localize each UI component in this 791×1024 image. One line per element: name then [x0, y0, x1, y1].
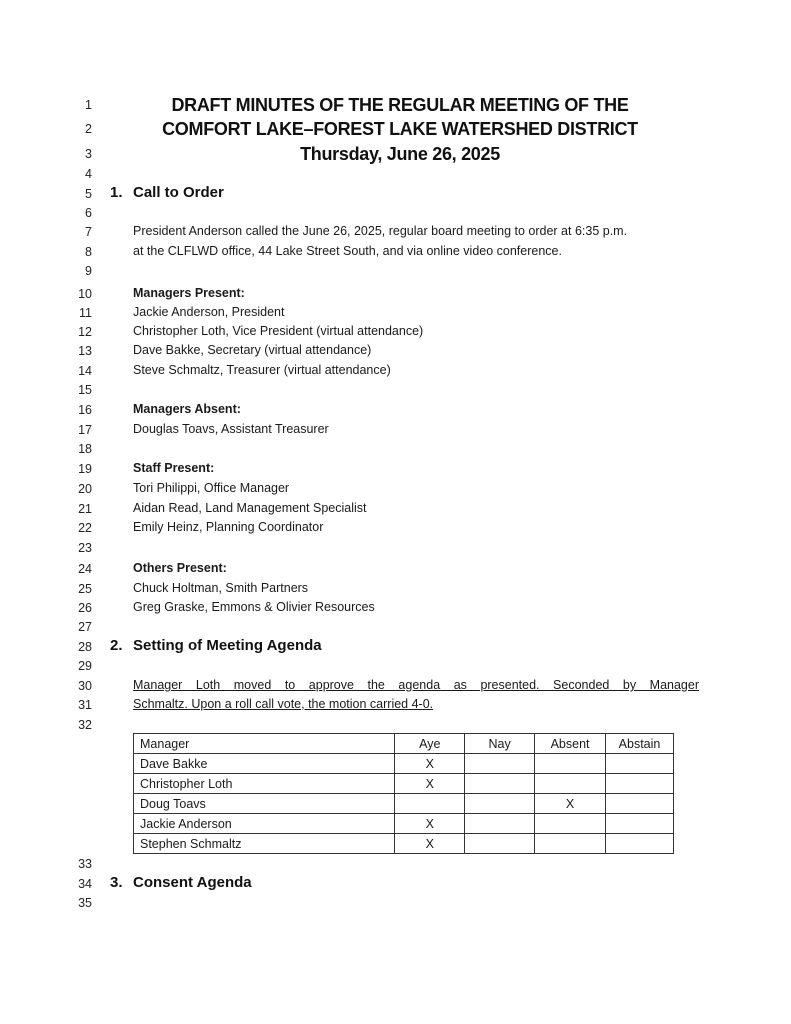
- attendee: Chuck Holtman, Smith Partners: [133, 581, 309, 595]
- vote-absent: [535, 754, 606, 774]
- line-number: 23: [78, 541, 92, 555]
- line-number: 18: [78, 442, 92, 456]
- line-number: 16: [78, 403, 92, 417]
- attendee: Douglas Toavs, Assistant Treasurer: [133, 422, 329, 436]
- line-number: 3: [85, 147, 92, 161]
- vote-aye: X: [395, 834, 465, 854]
- line-number: 17: [78, 423, 92, 437]
- line-number: 19: [78, 462, 92, 476]
- attendee: Dave Bakke, Secretary (virtual attendance): [133, 343, 372, 357]
- line-number: 24: [78, 562, 92, 576]
- line-number: 35: [78, 896, 92, 910]
- attendee: Christopher Loth, Vice President (virtual attendance): [133, 324, 424, 338]
- column-header-manager: Manager: [134, 734, 395, 754]
- attendee: Greg Graske, Emmons & Olivier Resources: [133, 600, 375, 614]
- line-number: 15: [78, 383, 92, 397]
- attendee: Aidan Read, Land Management Specialist: [133, 501, 367, 515]
- manager-name: Dave Bakke: [134, 754, 395, 774]
- column-header-nay: Nay: [465, 734, 535, 754]
- meeting-date: Thursday, June 26, 2025: [300, 144, 500, 164]
- section-number: 1.: [110, 184, 123, 201]
- table-row: [134, 834, 674, 854]
- line-number: 14: [78, 364, 92, 378]
- roll-call-vote-table: [133, 733, 674, 854]
- column-header-abstain: Abstain: [606, 734, 674, 754]
- vote-aye: [395, 794, 465, 814]
- line-number: 6: [85, 206, 92, 220]
- staff-present-label: Staff Present:: [133, 461, 215, 475]
- attendee: Tori Philippi, Office Manager: [133, 481, 290, 495]
- line-number: 9: [85, 264, 92, 278]
- vote-abstain: [606, 774, 674, 794]
- table-header-row: [134, 734, 674, 754]
- motion-line: Schmaltz. Upon a roll call vote, the motion carried 4-0.: [133, 697, 434, 711]
- line-number: 8: [85, 245, 92, 259]
- line-number: 13: [78, 344, 92, 358]
- vote-nay: [465, 814, 535, 834]
- manager-name: Christopher Loth: [134, 774, 395, 794]
- line-number: 25: [78, 582, 92, 596]
- table-row: [134, 754, 674, 774]
- vote-absent: X: [535, 794, 606, 814]
- table-row: [134, 774, 674, 794]
- line-number: 27: [78, 620, 92, 634]
- line-number: 28: [78, 640, 92, 654]
- line-number: 2: [85, 122, 92, 136]
- document-title-line-1: DRAFT MINUTES OF THE REGULAR MEETING OF THE: [171, 95, 629, 115]
- attendee: Jackie Anderson, President: [133, 305, 285, 319]
- vote-aye: X: [395, 814, 465, 834]
- vote-nay: [465, 774, 535, 794]
- paragraph-line: at the CLFLWD office, 44 Lake Street South, and via online video conference.: [133, 244, 562, 258]
- column-header-aye: Aye: [395, 734, 465, 754]
- line-number: 22: [78, 521, 92, 535]
- vote-aye: X: [395, 774, 465, 794]
- line-number: 31: [78, 698, 92, 712]
- line-number: 33: [78, 857, 92, 871]
- table-row: [134, 794, 674, 814]
- vote-abstain: [606, 794, 674, 814]
- manager-name: Stephen Schmaltz: [134, 834, 395, 854]
- vote-abstain: [606, 834, 674, 854]
- column-header-absent: Absent: [535, 734, 606, 754]
- attendee: Steve Schmaltz, Treasurer (virtual attendance): [133, 363, 391, 377]
- line-number: 20: [78, 482, 92, 496]
- section-number: 3.: [110, 874, 123, 891]
- line-number: 1: [85, 98, 92, 112]
- motion-line: Manager Loth moved to approve the agenda as presented. Seconded by Manager: [133, 678, 699, 692]
- table-row: [134, 814, 674, 834]
- vote-abstain: [606, 754, 674, 774]
- line-number: 34: [78, 877, 92, 891]
- line-number: 12: [78, 325, 92, 339]
- vote-nay: [465, 754, 535, 774]
- section-heading-call-to-order: Call to Order: [133, 184, 224, 201]
- vote-absent: [535, 814, 606, 834]
- managers-present-label: Managers Present:: [133, 286, 245, 300]
- line-number: 4: [85, 167, 92, 181]
- line-number: 10: [78, 287, 92, 301]
- managers-absent-label: Managers Absent:: [133, 402, 241, 416]
- line-number: 21: [78, 502, 92, 516]
- line-number: 7: [85, 225, 92, 239]
- section-number: 2.: [110, 637, 123, 654]
- manager-name: Doug Toavs: [134, 794, 395, 814]
- others-present-label: Others Present:: [133, 561, 227, 575]
- manager-name: Jackie Anderson: [134, 814, 395, 834]
- section-heading-setting-agenda: Setting of Meeting Agenda: [133, 637, 322, 654]
- line-number: 11: [79, 306, 92, 320]
- line-number: 29: [78, 659, 92, 673]
- vote-abstain: [606, 814, 674, 834]
- line-number: 30: [78, 679, 92, 693]
- document-title-line-2: COMFORT LAKE–FOREST LAKE WATERSHED DISTRICT: [162, 119, 638, 139]
- vote-absent: [535, 774, 606, 794]
- vote-aye: X: [395, 754, 465, 774]
- vote-nay: [465, 794, 535, 814]
- vote-absent: [535, 834, 606, 854]
- vote-nay: [465, 834, 535, 854]
- attendee: Emily Heinz, Planning Coordinator: [133, 520, 324, 534]
- line-number: 26: [78, 601, 92, 615]
- line-number: 32: [78, 718, 92, 732]
- paragraph-line: President Anderson called the June 26, 2025, regular board meeting to order at 6:35 p.m.: [133, 224, 628, 238]
- section-heading-consent-agenda: Consent Agenda: [133, 874, 252, 891]
- line-number: 5: [85, 187, 92, 201]
